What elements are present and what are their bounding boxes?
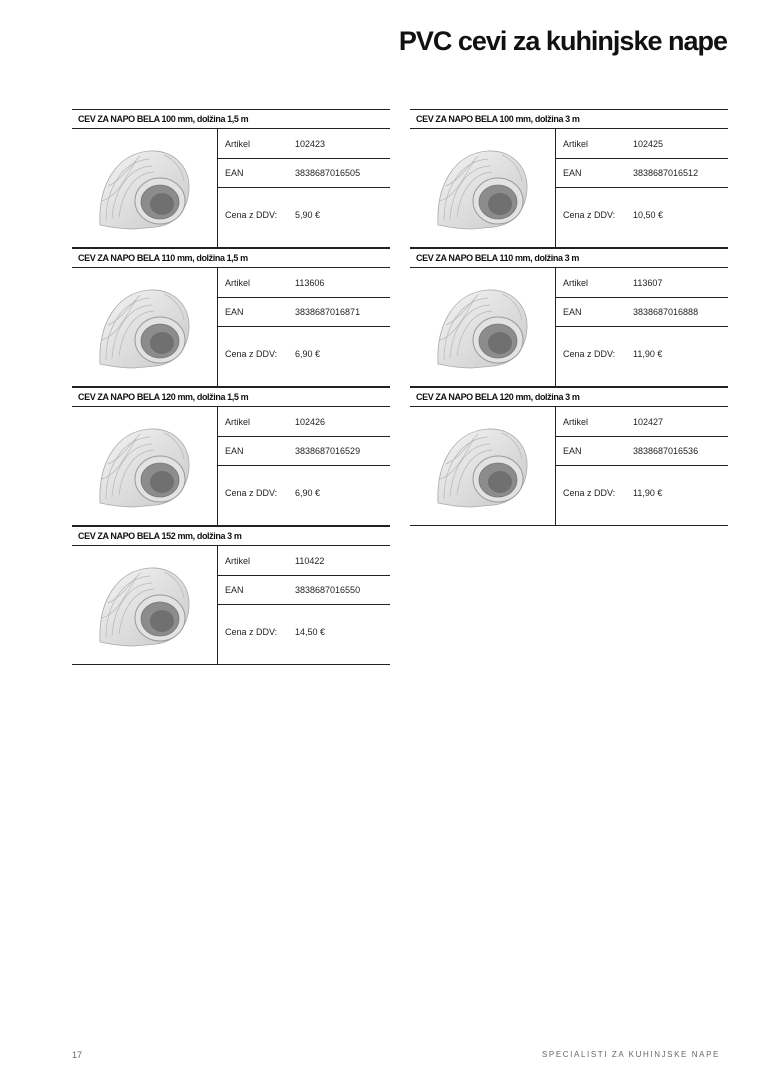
- price-label: Cena z DDV:: [563, 349, 616, 359]
- ean-value: 3838687016871: [295, 307, 361, 317]
- price-label: Cena z DDV:: [225, 488, 278, 498]
- ean-label: EAN: [225, 307, 244, 317]
- product-card: [72, 109, 390, 248]
- artikel-row: [218, 268, 390, 298]
- hose-image: [432, 419, 532, 513]
- card-body: [72, 268, 390, 387]
- hose-image: [94, 419, 194, 513]
- spec-table: [217, 546, 390, 664]
- product-image: [72, 407, 217, 525]
- artikel-row: [556, 268, 728, 298]
- ean-row: [218, 297, 390, 327]
- page-number: 17: [72, 1050, 83, 1060]
- footer-tagline: SPECIALISTI ZA KUHINJSKE NAPE: [542, 1050, 720, 1059]
- spec-table: [555, 407, 728, 525]
- ean-label: EAN: [563, 307, 582, 317]
- ean-value: 3838687016512: [633, 168, 699, 178]
- hose-image: [432, 280, 532, 374]
- spec-table: [555, 129, 728, 247]
- price-value: 6,90 €: [295, 488, 321, 498]
- price-row: [556, 465, 728, 525]
- spec-table: [555, 268, 728, 386]
- card-body: [72, 129, 390, 248]
- card-body: [72, 407, 390, 526]
- product-card: [410, 248, 728, 387]
- artikel-value: 110422: [295, 556, 325, 566]
- artikel-label: Artikel: [563, 139, 589, 149]
- artikel-value: 113606: [295, 278, 325, 288]
- price-row: [218, 326, 390, 386]
- card-body: [410, 407, 728, 526]
- card-body: [410, 268, 728, 387]
- product-title: CEV ZA NAPO BELA 152 mm, dolžina 3 m: [72, 526, 390, 546]
- ean-value: 3838687016550: [295, 585, 361, 595]
- product-card: [410, 387, 728, 526]
- hose-image: [432, 141, 532, 235]
- product-card: [72, 526, 390, 665]
- ean-value: 3838687016505: [295, 168, 361, 178]
- ean-value: 3838687016888: [633, 307, 699, 317]
- spec-table: [217, 407, 390, 525]
- artikel-label: Artikel: [225, 556, 251, 566]
- product-title: CEV ZA NAPO BELA 110 mm, dolžina 1,5 m: [72, 248, 390, 268]
- hose-image: [94, 141, 194, 235]
- product-image: [72, 546, 217, 664]
- page-title: PVC cevi za kuhinjske nape: [398, 26, 727, 56]
- card-body: [72, 546, 390, 665]
- product-image: [410, 407, 555, 525]
- price-row: [556, 326, 728, 386]
- hose-image: [94, 280, 194, 374]
- ean-row: [218, 158, 390, 188]
- price-row: [556, 187, 728, 247]
- product-title: CEV ZA NAPO BELA 100 mm, dolžina 1,5 m: [72, 109, 390, 129]
- artikel-row: [218, 407, 390, 437]
- ean-row: [556, 158, 728, 188]
- product-title: CEV ZA NAPO BELA 120 mm, dolžina 3 m: [410, 387, 728, 407]
- ean-row: [556, 297, 728, 327]
- product-image: [72, 129, 217, 247]
- ean-label: EAN: [225, 585, 244, 595]
- price-value: 6,90 €: [295, 349, 321, 359]
- hose-image: [94, 558, 194, 652]
- artikel-row: [556, 129, 728, 159]
- price-value: 5,90 €: [295, 210, 321, 220]
- artikel-label: Artikel: [225, 417, 251, 427]
- price-label: Cena z DDV:: [225, 349, 278, 359]
- ean-label: EAN: [225, 168, 244, 178]
- product-card: [72, 387, 390, 526]
- ean-value: 3838687016529: [295, 446, 361, 456]
- price-label: Cena z DDV:: [225, 210, 278, 220]
- product-card: [410, 109, 728, 248]
- ean-row: [218, 575, 390, 605]
- artikel-row: [218, 546, 390, 576]
- card-body: [410, 129, 728, 248]
- price-row: [218, 604, 390, 664]
- product-title: CEV ZA NAPO BELA 100 mm, dolžina 3 m: [410, 109, 728, 129]
- price-label: Cena z DDV:: [563, 210, 616, 220]
- spec-table: [217, 268, 390, 386]
- price-value: 11,90 €: [633, 488, 663, 498]
- artikel-value: 113607: [633, 278, 663, 288]
- product-card: [72, 248, 390, 387]
- ean-row: [218, 436, 390, 466]
- artikel-row: [218, 129, 390, 159]
- product-image: [72, 268, 217, 386]
- price-value: 11,90 €: [633, 349, 663, 359]
- artikel-value: 102425: [633, 139, 664, 149]
- artikel-value: 102427: [633, 417, 664, 427]
- price-value: 10,50 €: [633, 210, 664, 220]
- artikel-value: 102426: [295, 417, 326, 427]
- price-row: [218, 187, 390, 247]
- artikel-label: Artikel: [225, 278, 251, 288]
- artikel-value: 102423: [295, 139, 326, 149]
- artikel-label: Artikel: [563, 278, 589, 288]
- product-title: CEV ZA NAPO BELA 110 mm, dolžina 3 m: [410, 248, 728, 268]
- ean-label: EAN: [563, 446, 582, 456]
- price-label: Cena z DDV:: [563, 488, 616, 498]
- product-image: [410, 268, 555, 386]
- artikel-label: Artikel: [563, 417, 589, 427]
- price-label: Cena z DDV:: [225, 627, 278, 637]
- ean-row: [556, 436, 728, 466]
- ean-label: EAN: [225, 446, 244, 456]
- product-title: CEV ZA NAPO BELA 120 mm, dolžina 1,5 m: [72, 387, 390, 407]
- price-row: [218, 465, 390, 525]
- price-value: 14,50 €: [295, 627, 326, 637]
- ean-label: EAN: [563, 168, 582, 178]
- artikel-label: Artikel: [225, 139, 251, 149]
- artikel-row: [556, 407, 728, 437]
- product-image: [410, 129, 555, 247]
- spec-table: [217, 129, 390, 247]
- ean-value: 3838687016536: [633, 446, 699, 456]
